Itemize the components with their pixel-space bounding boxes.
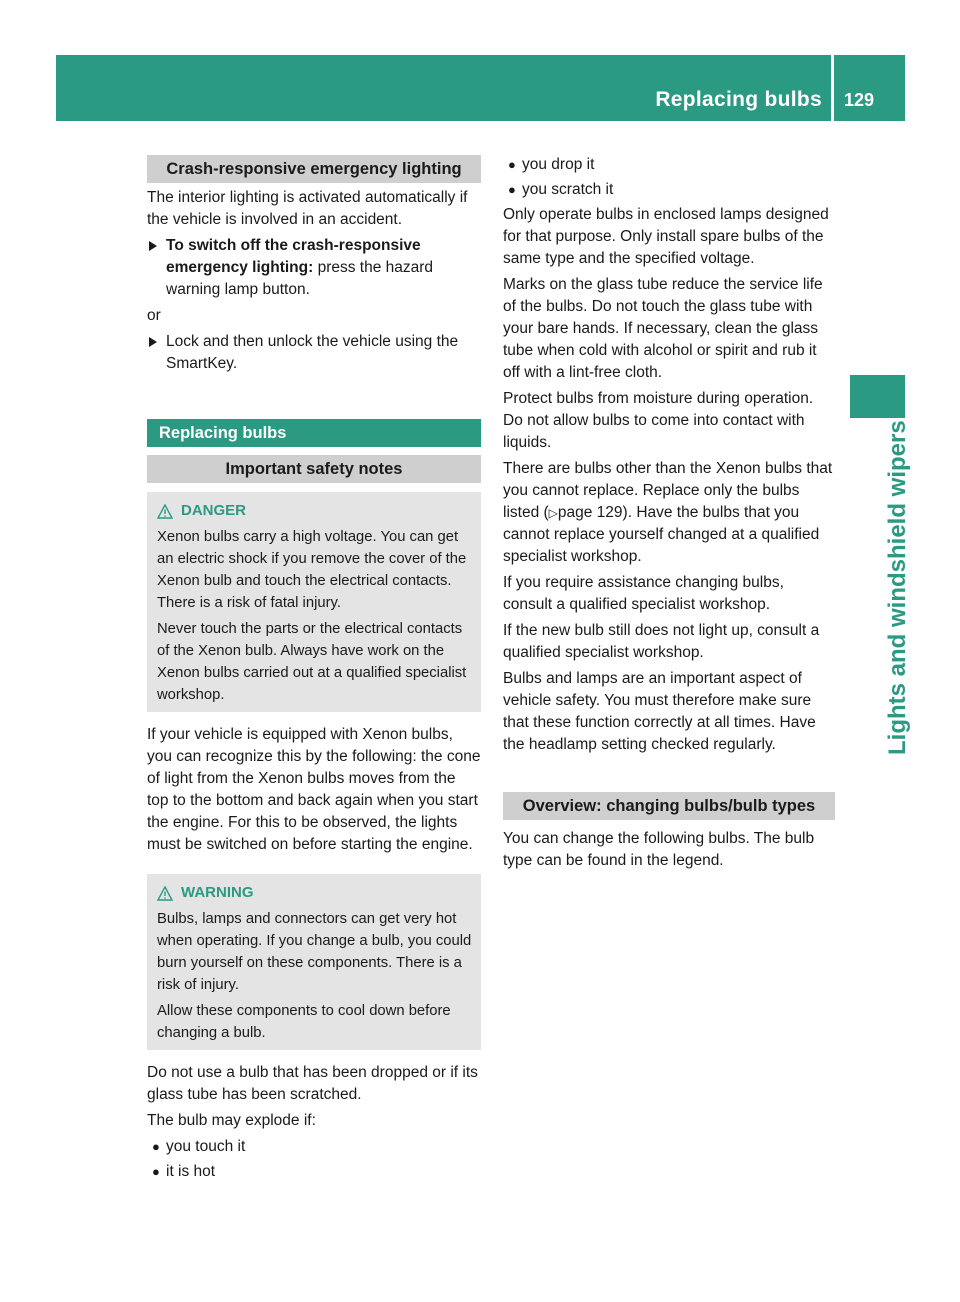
danger-text-1: Xenon bulbs carry a high voltage. You can get an electric shock if you remove the cover of the Xenon bulb and touch the electrical contacts. There is a risk of fatal injury.: [157, 529, 467, 611]
vehicle-safety-text: Bulbs and lamps are an important aspect of vehicle safety. You must therefore make sure that these function correctly at all times. Have the headlamp setting checked regularly.: [503, 670, 816, 753]
other-bulbs-text: [503, 458, 835, 568]
glass-tube-text: Marks on the glass tube reduce the service life of the bulbs. Do not touch the glass tube with your bare hands. If necessary, clean the glass tube when cold with alcohol or spirit and rub it off with a lint-free cloth.: [503, 276, 823, 381]
overview-heading: Overview: changing bulbs/bulb types: [503, 792, 835, 820]
warning-triangle-icon: [157, 886, 173, 901]
assistance-text: If you require assistance changing bulbs, consult a qualified specialist workshop.: [503, 574, 784, 613]
bullet-icon: ●: [508, 157, 516, 172]
bullet-icon: ●: [508, 182, 516, 197]
step-text: Lock and then unlock the vehicle using the SmartKey.: [166, 333, 459, 372]
danger-header: [157, 500, 473, 522]
warning-title: WARNING: [181, 884, 254, 901]
side-section-label: Lights and windshield wipers: [884, 420, 911, 755]
list-item-text: you drop it: [522, 156, 595, 173]
or-text: or: [147, 307, 161, 324]
danger-notice: [147, 492, 481, 712]
list-item: [503, 179, 835, 201]
step-text: press the hazard warning lamp button.: [166, 259, 434, 298]
side-tab: [850, 375, 905, 418]
step-lock-unlock: [147, 331, 481, 375]
list-item-text: you touch it: [166, 1138, 246, 1155]
new-bulb-text: If the new bulb still does not light up, consult a qualified specialist workshop.: [503, 622, 820, 661]
safety-notes-heading: Important safety notes: [147, 455, 481, 483]
list-item: [147, 1136, 481, 1158]
step-arrow-icon: [149, 241, 157, 251]
warning-notice: [147, 874, 481, 1050]
crash-heading: Crash-responsive emergency lighting: [147, 155, 481, 183]
page-number: 129: [844, 90, 875, 110]
overview-text: You can change the following bulbs. The bulb type can be found in the legend.: [503, 830, 815, 869]
warning-text-1: Bulbs, lamps and connectors can get very hot when operating. If you change a bulb, you could burn yourself on these components. There is a risk of injury.: [157, 911, 472, 993]
warning-text-2: Allow these components to cool down before changing a bulb.: [157, 1003, 451, 1041]
step-bold-text: To switch off the crash-responsive emergency lighting:: [166, 237, 421, 276]
step-arrow-icon: [149, 337, 157, 347]
crash-intro: The interior lighting is activated automatically if the vehicle is involved in an accident.: [147, 189, 468, 228]
warning-header: [157, 882, 473, 904]
other-bulbs-text-a: There are bulbs other than the Xenon bulbs that you cannot replace. Replace only the bulbs listed (: [503, 460, 833, 521]
header-title: Replacing bulbs: [655, 88, 822, 111]
bullet-icon: ●: [152, 1164, 160, 1179]
danger-text-2: Never touch the parts or the electrical contacts of the Xenon bulb. Always have work on the Xenon bulbs carried out at a qualified specialist workshop.: [157, 621, 467, 703]
moisture-text: Protect bulbs from moisture during operation. Do not allow bulbs to come into contact with liquids.: [503, 390, 814, 451]
danger-title: DANGER: [181, 502, 247, 519]
left-column: [147, 155, 481, 1186]
replacing-bulbs-heading: Replacing bulbs: [147, 419, 481, 447]
page-ref-icon: ▷: [548, 506, 558, 520]
xenon-text: If your vehicle is equipped with Xenon bulbs, you can recognize this by the following: the cone of light from the Xenon bulbs moves from the top to the bottom and back again when you start the engine. For this to be observed, the lights must be switched on before starting the engine.: [147, 726, 481, 853]
bullet-icon: ●: [152, 1139, 160, 1154]
list-item-text: it is hot: [166, 1163, 216, 1180]
explode-text: The bulb may explode if:: [147, 1112, 316, 1129]
dropped-text: Do not use a bulb that has been dropped or if its glass tube has been scratched.: [147, 1064, 478, 1103]
other-bulbs-text-b: ). Have the bulbs that you cannot replace yourself changed at a qualified specialist workshop.: [503, 504, 820, 565]
header-divider: [831, 55, 834, 121]
warning-triangle-icon: [157, 504, 173, 519]
page-reference-link[interactable]: page 129: [557, 504, 623, 521]
list-item: [147, 1161, 481, 1183]
right-column: [503, 154, 835, 876]
enclosed-lamps-text: Only operate bulbs in enclosed lamps designed for that purpose. Only install spare bulbs of the same type and the specified voltage.: [503, 206, 829, 267]
step-switch-off: [147, 235, 481, 301]
list-item-text: you scratch it: [522, 181, 614, 198]
list-item: [503, 154, 835, 176]
